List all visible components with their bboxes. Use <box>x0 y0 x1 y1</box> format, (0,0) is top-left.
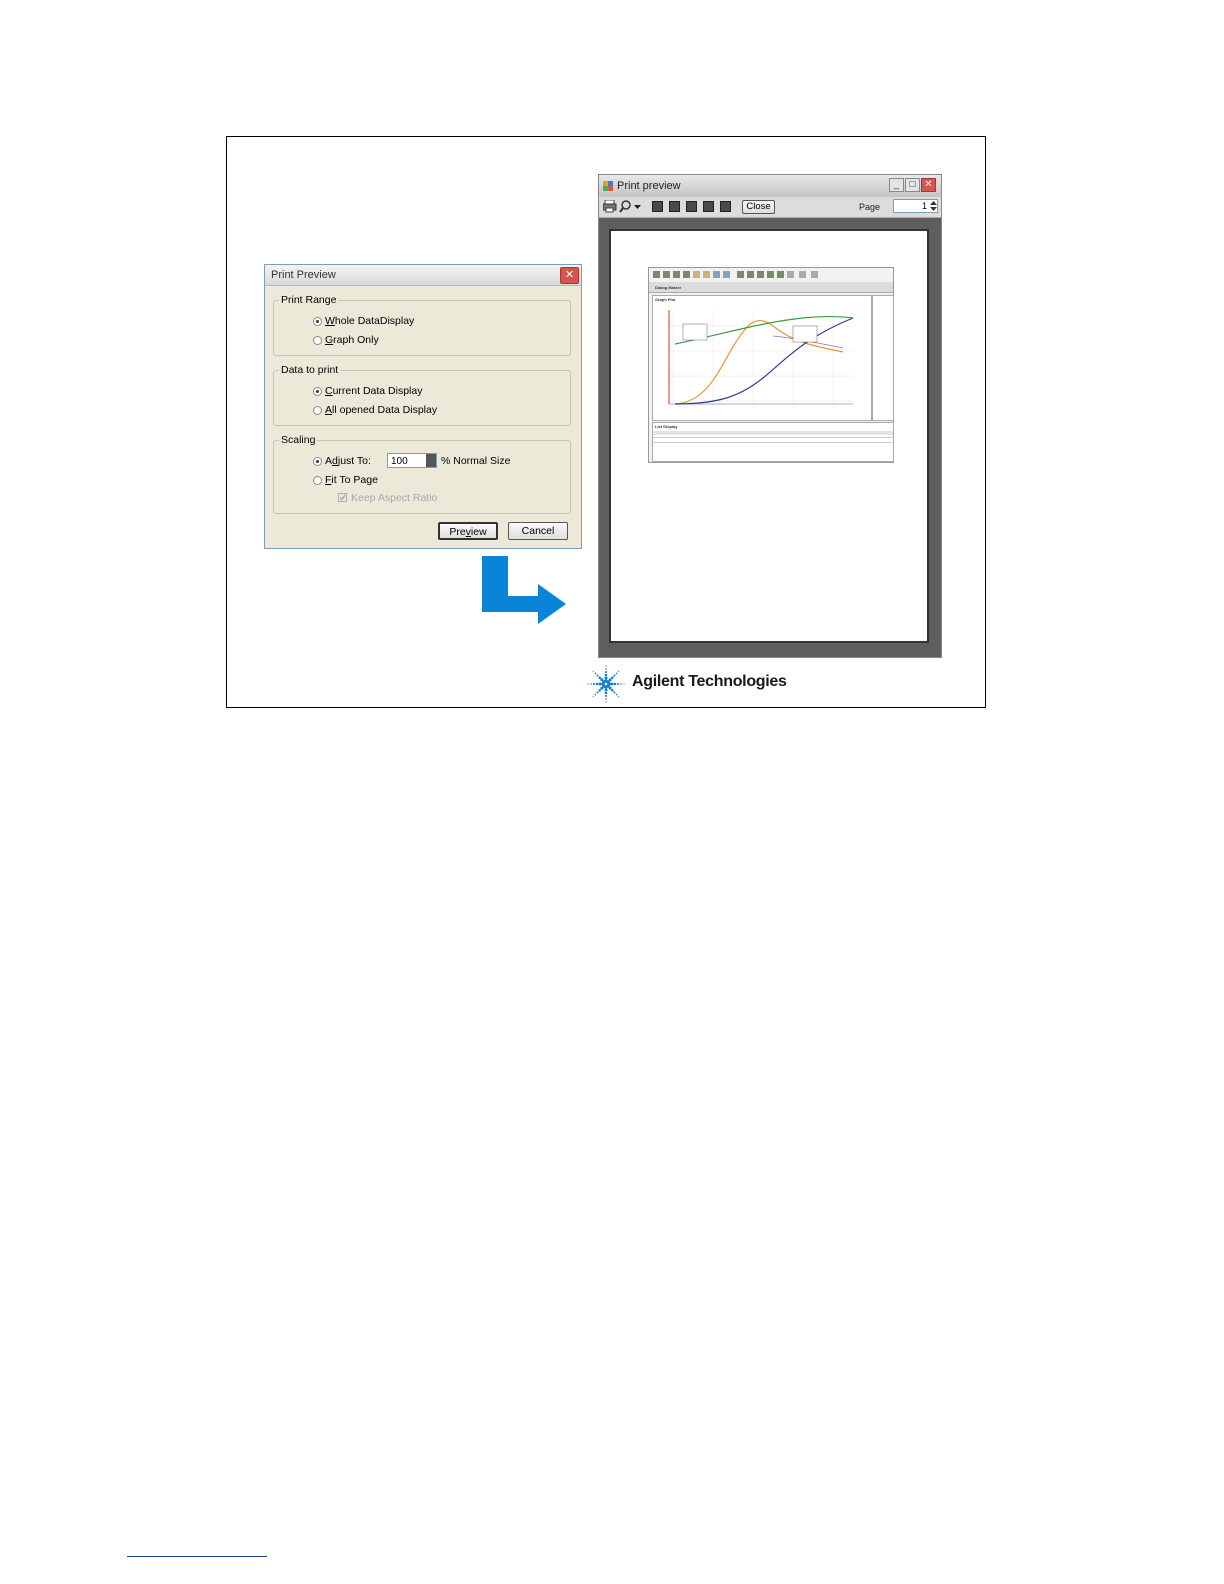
scaling-label: Scaling <box>281 434 316 446</box>
spark-dot <box>593 696 594 697</box>
page-label: Page <box>859 202 881 212</box>
footer-rule <box>127 1556 267 1557</box>
mini-toolbar-icon <box>653 271 660 278</box>
spark-dot <box>596 683 599 686</box>
spark-dot <box>604 676 607 679</box>
spark-dot <box>605 692 608 695</box>
mini-toolbar-icon <box>787 271 794 278</box>
printer-app-icon <box>603 181 613 191</box>
spark-dot <box>609 678 612 681</box>
mini-toolbar-icon <box>777 271 784 278</box>
spark-dot <box>614 683 617 686</box>
dialog-title: Print Preview <box>271 269 336 281</box>
print-preview-dialog <box>264 264 582 549</box>
mini-tab-bar <box>649 282 893 293</box>
agilent-technologies-logo-text: Agilent Technologies <box>632 673 787 690</box>
spark-dot <box>598 689 601 692</box>
adjust-to-radio[interactable] <box>313 457 322 466</box>
fit-to-page-radio[interactable] <box>313 476 322 485</box>
keep-aspect-ratio-label: Keep Aspect Ratio <box>351 492 438 504</box>
mini-toolbar-icon <box>673 271 680 278</box>
spark-dot <box>611 689 614 692</box>
six-pages-icon[interactable] <box>720 201 731 212</box>
one-page-icon[interactable] <box>652 201 663 212</box>
mini-curves <box>653 296 871 420</box>
data-to-print-label: Data to print <box>281 364 339 376</box>
fit-to-page-label[interactable]: Fit To Page <box>325 474 378 486</box>
mini-toolbar-icon <box>683 271 690 278</box>
cancel-button[interactable]: Cancel <box>508 522 568 540</box>
preview-toolbar <box>599 197 941 218</box>
spark-dot <box>611 676 614 679</box>
spark-dot <box>605 671 607 673</box>
graph-only-radio[interactable] <box>313 336 322 345</box>
mini-toolbar-icon <box>811 271 818 278</box>
mini-toolbar-icon <box>703 271 710 278</box>
checkmark-icon <box>339 494 346 501</box>
minimize-icon[interactable]: _ <box>889 178 904 192</box>
spark-dot <box>618 696 619 697</box>
mini-toolbar-icon <box>747 271 754 278</box>
spark-dot <box>598 676 601 679</box>
arrow-right-icon <box>482 556 568 628</box>
agilent-spark-logo <box>586 664 626 704</box>
spark-dot <box>605 695 607 697</box>
mini-list-title: List Display <box>655 424 678 429</box>
spark-dot <box>595 694 597 696</box>
spark-dot <box>593 683 595 685</box>
zoom-icon[interactable] <box>619 200 632 213</box>
spark-dot <box>605 701 606 702</box>
print-icon[interactable] <box>603 200 617 213</box>
all-opened-data-display-label[interactable]: All opened Data Display <box>325 404 438 416</box>
three-pages-icon[interactable] <box>686 201 697 212</box>
whole-datadisplay-radio[interactable] <box>313 317 322 326</box>
current-data-display-label[interactable]: Current Data Display <box>325 385 423 397</box>
window-title: Print preview <box>617 180 681 192</box>
spark-dot <box>605 665 606 666</box>
normal-size-label: % Normal Size <box>441 455 511 467</box>
mini-graph-plot <box>652 295 872 421</box>
maximize-icon[interactable]: □ <box>905 178 920 192</box>
spark-dot <box>623 683 624 684</box>
dialog-title-bar[interactable] <box>265 265 581 286</box>
mini-list-row <box>653 437 893 438</box>
mini-toolbar-icon <box>713 271 720 278</box>
spark-dot <box>616 673 618 675</box>
spark-dot <box>620 683 622 685</box>
preview-close-button[interactable]: Close <box>742 200 775 214</box>
spark-dot <box>593 671 594 672</box>
dialog-close-icon[interactable]: ✕ <box>560 267 579 284</box>
spark-dot <box>600 687 603 690</box>
all-opened-data-display-radio[interactable] <box>313 406 322 415</box>
keep-aspect-ratio-checkbox[interactable] <box>338 493 347 502</box>
graph-only-label[interactable]: Graph Only <box>325 334 379 346</box>
spark-dot <box>613 691 615 693</box>
current-data-display-radio[interactable] <box>313 387 322 396</box>
spark-dot <box>604 688 607 691</box>
mini-toolbar-icon <box>799 271 806 278</box>
mini-toolbar-icon <box>737 271 744 278</box>
window-title-bar[interactable] <box>599 175 941 197</box>
whole-datadisplay-label[interactable]: Whole DataDisplay <box>325 315 415 327</box>
print-preview-window <box>598 174 942 658</box>
mini-toolbar-icon <box>663 271 670 278</box>
chevron-down-icon[interactable] <box>634 205 641 210</box>
print-range-label: Print Range <box>281 294 337 306</box>
spark-dot <box>610 682 613 685</box>
page-spinner-icon[interactable] <box>930 200 937 212</box>
spark-dot <box>616 694 618 696</box>
adjust-to-input[interactable]: 100 <box>387 453 437 468</box>
close-icon[interactable]: ✕ <box>921 178 936 192</box>
four-pages-icon[interactable] <box>703 201 714 212</box>
spark-dot <box>605 668 607 670</box>
mini-properties-panel <box>872 295 894 421</box>
spark-dot <box>600 678 603 681</box>
print-range-group <box>273 300 571 356</box>
preview-button[interactable]: Preview <box>438 522 498 540</box>
adjust-spinner[interactable] <box>426 454 436 467</box>
mini-panel-title: Graph Plot <box>655 297 676 302</box>
spark-dot <box>618 671 619 672</box>
mini-tab-active: Dialog Master <box>655 285 682 290</box>
mini-toolbar-icon <box>693 271 700 278</box>
preview-data-display-screenshot <box>648 267 894 463</box>
spark-dot <box>598 682 601 685</box>
spark-dot <box>605 698 607 700</box>
mini-toolbar-icon <box>767 271 774 278</box>
mini-list-row <box>653 442 893 443</box>
spark-dot <box>595 673 597 675</box>
preview-paper <box>609 229 929 643</box>
two-pages-icon[interactable] <box>669 201 680 212</box>
spark-dot <box>605 674 608 677</box>
page-number-input[interactable]: 1 <box>893 199 938 213</box>
mini-toolbar-icon <box>757 271 764 278</box>
adjust-to-label[interactable]: Adjust To: <box>325 455 371 467</box>
spark-dot <box>613 674 615 676</box>
spark-dot <box>590 683 592 685</box>
mini-list-header <box>653 431 893 435</box>
mini-toolbar-icon <box>723 271 730 278</box>
spark-dot <box>587 683 588 684</box>
spark-dot <box>596 691 598 693</box>
mini-list-display <box>652 422 894 462</box>
spark-dot <box>596 674 598 676</box>
spark-dot <box>609 687 612 690</box>
spark-dot <box>617 683 619 685</box>
data-to-print-group <box>273 370 571 426</box>
